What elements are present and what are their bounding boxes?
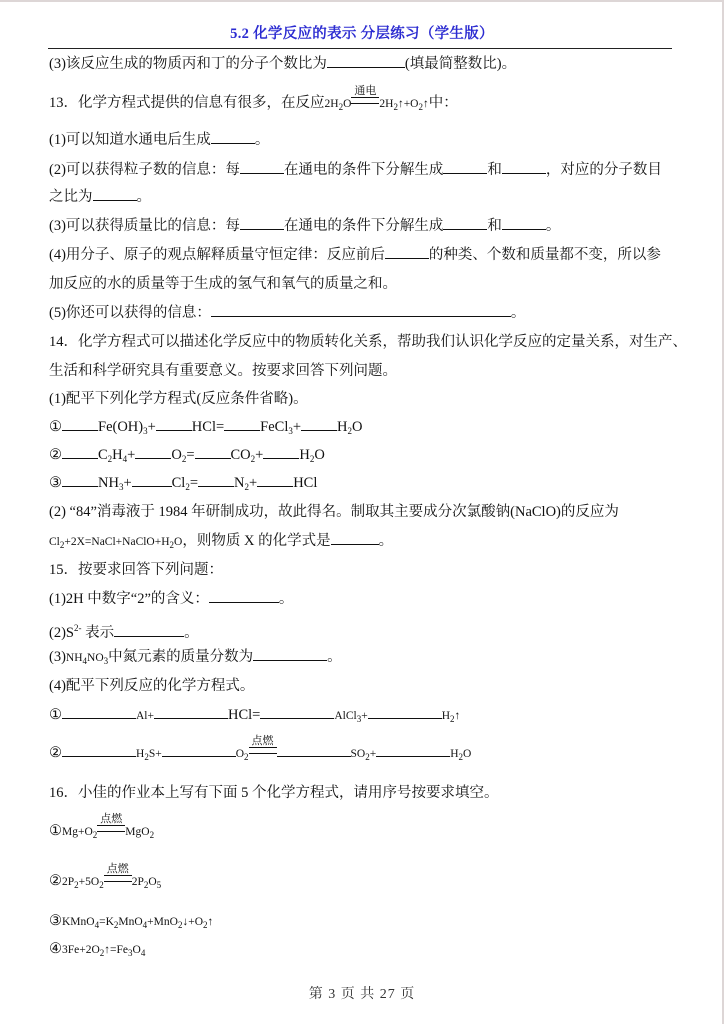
q13-part2 [49, 161, 662, 179]
text: ，则物质 X 的化学式是 [182, 533, 331, 549]
answer-blank[interactable] [240, 161, 284, 174]
answer-blank[interactable] [195, 446, 231, 459]
text: (1)可以知道水通电后生成 [49, 132, 211, 148]
text: (3)可以获得质量比的信息：每 [49, 218, 240, 234]
q15-part1: (1)2H 中数字“2”的含义： 。 [49, 591, 294, 607]
text: 生活和科学研究具有重要意义。按要求回答下列问题。 [49, 363, 397, 379]
text: 。 [545, 218, 561, 234]
q15-part3: $(3)NH_4NO_3$中氮元素的质量分数为 。 [49, 649, 342, 666]
text: 中： [428, 95, 458, 111]
answer-blank[interactable] [198, 474, 234, 487]
q14-stem [49, 333, 687, 351]
text: 13．化学方程式提供的信息有很多，在反应 [49, 95, 325, 111]
answer-blank[interactable] [62, 418, 98, 431]
text: 在通电的条件下分解生成 [283, 162, 444, 178]
text: (2) “84”消毒液于 1984 年研制成功，故此得名。制取其主要成分次氯酸钠(NaClO)的反应为 [49, 504, 619, 520]
q15-eq1: ① Al+ HCl= AlCl$_3$+ $H_2↑$ [49, 707, 461, 724]
text: 16．小佳的作业本上写有下面 5 个化学方程式，请用序号按要求填空。 [49, 785, 499, 801]
q15-stem [49, 561, 223, 579]
answer-blank[interactable] [62, 474, 98, 487]
answer-blank[interactable] [162, 744, 236, 757]
q13-part1 [49, 131, 269, 149]
q13-stem [49, 85, 458, 116]
text: 的种类、个数和质量都不变，所以参 [428, 247, 661, 263]
answer-blank[interactable] [62, 446, 98, 459]
text: (3)该反应生成的物质丙和丁的分子个数比为 [49, 56, 327, 72]
answer-blank[interactable] [62, 744, 136, 757]
text: (2)可以获得粒子数的信息：每 [49, 162, 240, 178]
equation: $Cl_2+2X=NaCl+NaClO+H_2O$ [49, 536, 183, 550]
q16-stem [49, 784, 499, 802]
q14-part1-title [49, 390, 308, 408]
answer-blank[interactable] [331, 532, 379, 545]
answer-blank[interactable] [154, 706, 228, 719]
text: 14．化学方程式可以描述化学反应中的物质转化关系，帮助我们认识化学反应的定量关系，对生产、 [49, 334, 687, 350]
q16-eq1: $①Mg+O_2$ 点燃 MgO$_2$ [49, 813, 155, 840]
answer-blank[interactable] [114, 624, 184, 637]
q14-stem-cont [49, 362, 397, 380]
answer-blank[interactable] [93, 188, 137, 201]
answer-blank[interactable] [62, 706, 136, 719]
answer-blank[interactable] [260, 706, 334, 719]
header-divider [48, 48, 672, 49]
answer-blank[interactable] [135, 446, 171, 459]
reaction-condition: 点燃 [104, 875, 132, 885]
answer-blank[interactable] [443, 217, 487, 230]
answer-blank[interactable] [211, 131, 255, 144]
answer-blank[interactable] [211, 304, 511, 317]
answer-blank[interactable] [257, 474, 293, 487]
answer-blank[interactable] [385, 246, 429, 259]
text: 加反应的水的质量等于生成的氢气和氧气的质量之和。 [49, 276, 397, 292]
reaction-condition: 点燃 [249, 747, 277, 757]
answer-blank[interactable] [224, 418, 260, 431]
answer-blank[interactable] [368, 706, 442, 719]
text: (4)配平下列反应的化学方程式。 [49, 678, 255, 694]
q13-part4 [49, 246, 661, 264]
page-number: 第 3 页 共 27 页 [308, 987, 416, 1002]
text: 和 [487, 218, 502, 234]
q14-eq2: ② $C_2H_4+ O_2= CO_2+ H_2O$ [49, 447, 325, 464]
text: (5)你还可以获得的信息： [49, 305, 211, 321]
answer-blank[interactable] [240, 217, 284, 230]
q16-eq4: $④3Fe+2O_2↑=Fe_3O_4$ [49, 941, 146, 958]
text: (1)2H 中数字“2”的含义： [49, 591, 209, 607]
document-title: 5.2 化学反应的表示 分层练习（学生版） [230, 26, 494, 42]
q14-part2-cont: $Cl_2+2X=NaCl+NaClO+H_2O$，则物质 X 的化学式是 。 [49, 533, 394, 550]
text: 。 [136, 189, 151, 205]
text: (1)配平下列化学方程式(反应条件省略)。 [49, 391, 308, 407]
answer-blank[interactable] [502, 161, 546, 174]
q16-eq3: $③KMnO_4=K_2MnO_4+MnO_2↓+O_2↑$ [49, 913, 214, 930]
equation: $2H_2O$ 通电 $2H_2↑+O_2↑$ [324, 85, 429, 112]
reaction-condition: 通电 [351, 97, 379, 107]
q14-eq1: ① $Fe(OH)_3+ HCl=$ FeCl$_3$+ $H_2O$ [49, 419, 363, 436]
q15-part2: $(2)S^{2-}$ 表示 。 [49, 623, 199, 641]
answer-blank[interactable] [301, 418, 337, 431]
text: (填最简整数比)。 [404, 56, 517, 72]
answer-blank[interactable] [443, 161, 487, 174]
text: 。 [510, 305, 526, 321]
reaction-condition: 点燃 [97, 825, 125, 835]
text: 和 [487, 162, 502, 178]
answer-blank[interactable] [376, 744, 450, 757]
answer-blank[interactable] [277, 744, 351, 757]
text: 之比为 [49, 189, 93, 205]
answer-blank[interactable] [253, 648, 327, 661]
text: ，对应的分子数目 [545, 162, 662, 178]
q13-part2-cont [49, 188, 151, 206]
answer-blank[interactable] [156, 418, 192, 431]
q14-eq3: ③ $NH_3+ Cl_2= N_2+$ HCl [49, 475, 318, 492]
q15-part4 [49, 677, 254, 695]
q13-part4-cont [49, 275, 397, 293]
q13-part3 [49, 217, 560, 235]
answer-blank[interactable] [502, 217, 546, 230]
answer-blank[interactable] [132, 474, 172, 487]
q16-eq2: $②2P_2+5O_2$ 点燃 $2P_2O_5$ [49, 863, 162, 890]
q12-part3 [49, 55, 516, 73]
text: 15．按要求回答下列问题： [49, 562, 223, 578]
text: 。 [254, 132, 270, 148]
q15-eq2: ② $H_2S+ O_2$ 点燃 $SO_2+ H_2O$ [49, 735, 472, 762]
answer-blank[interactable] [209, 590, 279, 603]
q13-part5 [49, 304, 525, 322]
answer-blank[interactable] [327, 55, 405, 68]
text: (4)用分子、原子的观点解释质量守恒定律：反应前后 [49, 247, 385, 263]
answer-blank[interactable] [263, 446, 299, 459]
text: 在通电的条件下分解生成 [283, 218, 444, 234]
q14-part2 [49, 503, 619, 521]
